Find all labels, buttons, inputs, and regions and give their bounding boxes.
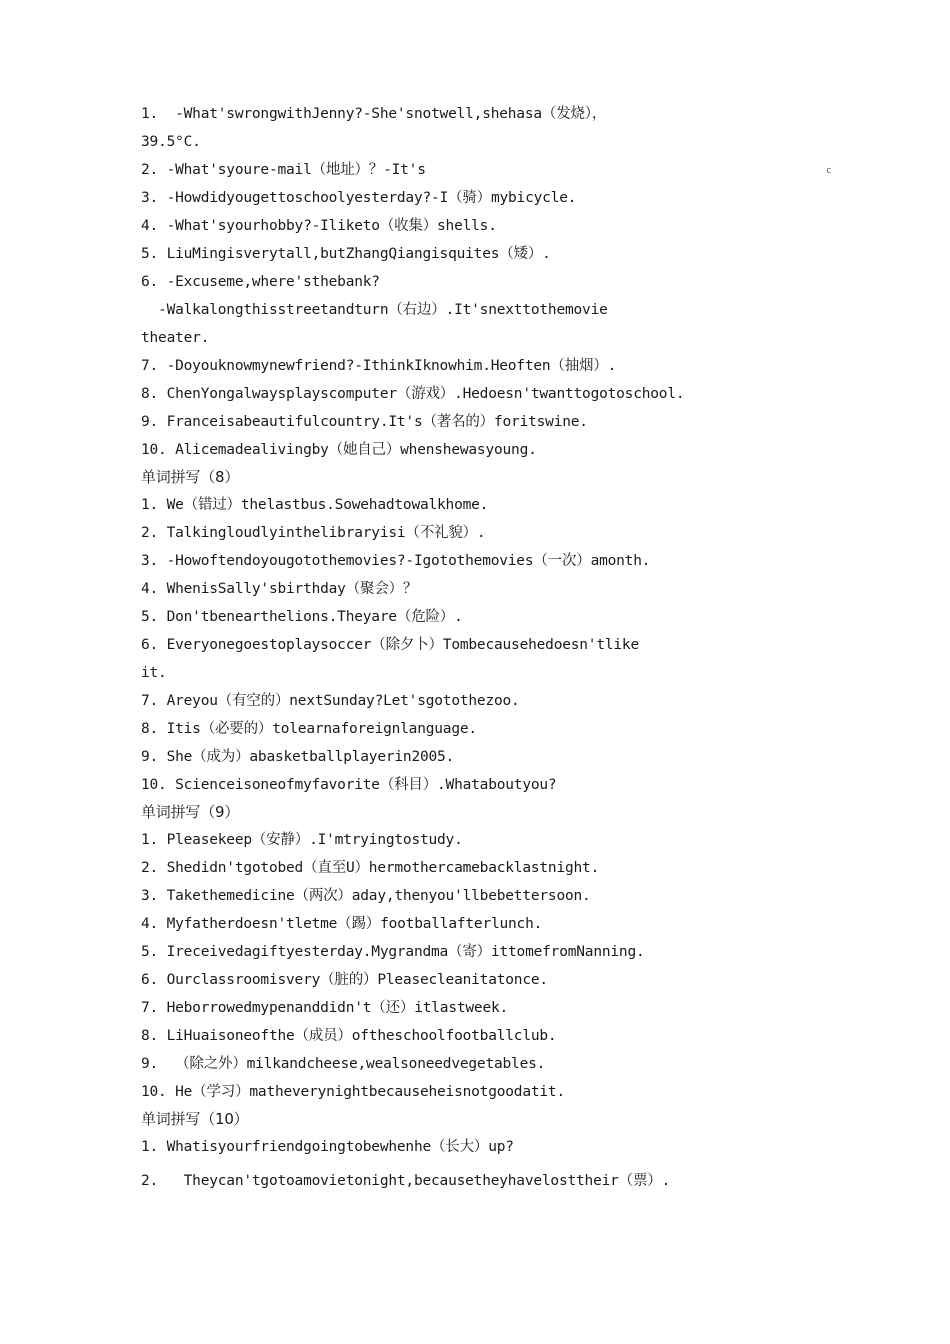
exercise-line: 5. Don'tbenearthelions.Theyare（危险）.: [141, 609, 463, 625]
exercise-line: theater.: [141, 330, 210, 346]
section-heading: 单词拼写（9）: [141, 803, 240, 821]
exercise-line: 4. -What'syourhobby?-Iliketo（收集）shells.: [141, 218, 497, 234]
exercise-line: 3. Takethemedicine（两次）aday,thenyou'llbebettersoon.: [141, 888, 591, 904]
exercise-line: 2. Shedidn'tgotobed（直至U）hermothercamebacklastnight.: [141, 860, 600, 876]
exercise-line: 2. Theycan'tgotoamovietonight,becausetheyhavelosttheir（票）.: [141, 1173, 671, 1189]
exercise-line: 6. Everyonegoestoplaysoccer（除夕卜）Tombecausehedoesn'tlike: [141, 637, 639, 653]
exercise-line: 8. LiHuaisoneofthe（成员）oftheschoolfootballclub.: [141, 1028, 557, 1044]
exercise-line: 1. Whatisyourfriendgoingtobewhenhe（长大）up?: [141, 1139, 514, 1155]
exercise-line: 1. We（错过）thelastbus.Sowehadtowalkhome.: [141, 497, 489, 513]
exercise-line: 5. LiuMingisverytall,butZhangQiangisquites（矮）.: [141, 246, 551, 262]
exercise-line: it.: [141, 665, 167, 681]
exercise-line: 5. Ireceivedagiftyesterday.Mygrandma（寄）ittomefromNanning.: [141, 944, 645, 960]
exercise-line: 3. -Howdidyougettoschoolyesterday?-I（骑）mybicycle.: [141, 190, 577, 206]
exercise-line: 2. -What'syoure-mail（地址）？-It's: [141, 162, 426, 178]
exercise-line: 3. -Howoftendoyougotothemovies?-Igotothemovies（一次）amonth.: [141, 553, 651, 569]
exercise-line: 10. Scienceisoneofmyfavorite（科目）.Whataboutyou?: [141, 777, 557, 793]
exercise-line: 7. Heborrowedmypenanddidn't（还）itlastweek.: [141, 1000, 509, 1016]
section-heading: 单词拼写（8）: [141, 468, 240, 486]
exercise-line: 7. Areyou（有空的）nextSunday?Let'sgotothezoo.: [141, 693, 520, 709]
exercise-line: 8. Itis（必要的）tolearnaforeignlanguage.: [141, 721, 477, 737]
exercise-line: 2. Talkingloudlyinthelibraryisi（不礼貌）.: [141, 525, 486, 541]
exercise-line: 8. ChenYongalwaysplayscomputer（游戏）.Hedoesn'twanttogotoschool.: [141, 386, 685, 402]
exercise-line: 1. -What'swrongwithJenny?-She'snotwell,shehasa（发烧），: [141, 106, 607, 122]
exercise-line: 39.5°C.: [141, 134, 201, 150]
exercise-line: 6. -Excuseme,where'sthebank?: [141, 274, 380, 290]
exercise-line: 1. Pleasekeep（安静）.I'mtryingtostudy.: [141, 832, 463, 848]
stray-mark: c: [826, 166, 832, 176]
exercise-line: 9. Franceisabeautifulcountry.It's（著名的）foritswine.: [141, 414, 588, 430]
exercise-line: 6. Ourclassroomisvery（脏的）Pleasecleanitatonce.: [141, 972, 548, 988]
section-heading: 单词拼写（10）: [141, 1110, 249, 1128]
exercise-line: 4. Myfatherdoesn'tletme（踢）footballafterlunch.: [141, 916, 543, 932]
exercise-line: 10. Alicemadealivingby（她自己）whenshewasyoung.: [141, 442, 537, 458]
exercise-line: 7. -Doyouknowmynewfriend?-IthinkIknowhim.Heoften（抽烟）.: [141, 358, 617, 374]
exercise-line: -Walkalongthisstreetandturn（右边）.It'snexttothemovie: [141, 302, 608, 318]
exercise-line: 10. He（学习）matheverynightbecauseheisnotgoodatit.: [141, 1084, 565, 1100]
exercise-line: 4. WhenisSally'sbirthday（聚会）？: [141, 581, 418, 597]
exercise-line: 9. She（成为）abasketballplayerin2005.: [141, 749, 455, 765]
exercise-line: 9. （除之外）milkandcheese,wealsoneedvegetables.: [141, 1056, 546, 1072]
